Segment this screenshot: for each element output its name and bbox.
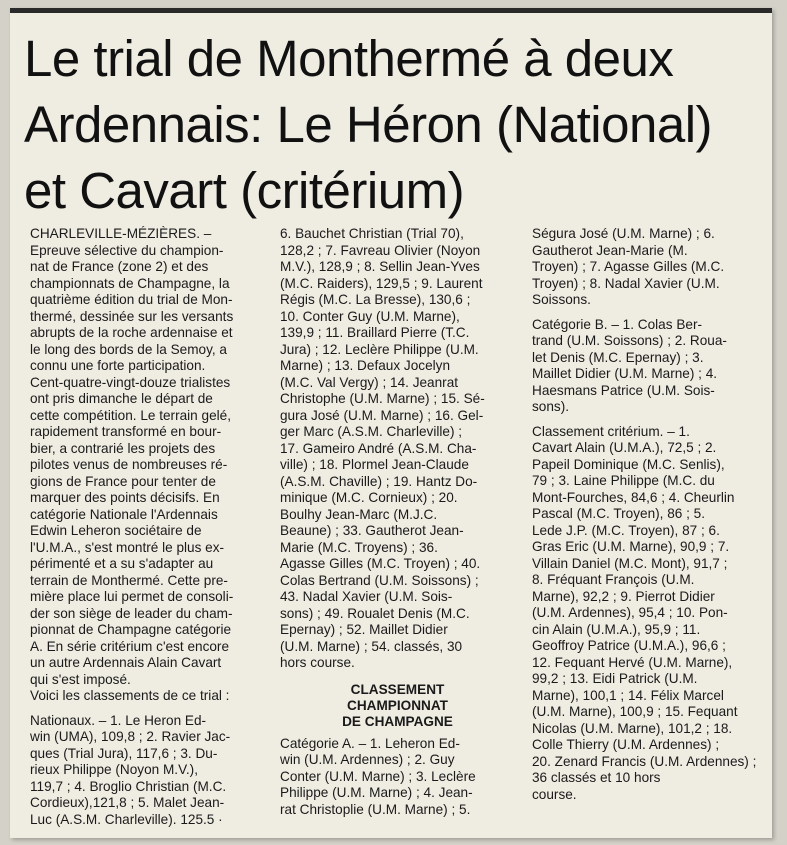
text-line: win (UMA), 109,8 ; 2. Ravier Jac-	[30, 729, 231, 744]
text-line: ques (Trial Jura), 117,6 ; 3. Du-	[30, 745, 218, 761]
text-line: terrain de Monthermé. Cette pre-	[30, 572, 228, 588]
text-line: Lede J.P. (M.C. Troyen), 87 ; 6.	[532, 522, 720, 538]
text-line: l'U.M.A., s'est montré le plus ex-	[30, 539, 225, 555]
text-line: ville) ; 18. Plormel Jean-Claude	[280, 457, 469, 472]
text-line: Marne), 100,1 ; 14. Félix Marcel	[532, 687, 724, 703]
text-line: Edwin Leheron sociétaire de	[30, 523, 202, 538]
text-line: Luc (A.S.M. Charleville). 125.5 ·	[30, 811, 223, 827]
text-line: Villain Daniel (M.C. Mont), 91,7 ;	[532, 555, 728, 571]
text-line: Catégorie B. – 1. Colas Ber-	[532, 316, 703, 332]
section-subhead	[280, 682, 515, 730]
text-line: minique (M.C. Cornieux) ; 20.	[280, 490, 458, 505]
text-line: championnats de Champagne, la	[30, 275, 230, 291]
article-column-2	[280, 226, 515, 818]
text-line: 12. Fequant Hervé (U.M. Marne),	[532, 654, 733, 670]
text-line: Régis (M.C. La Bresse), 130,6 ;	[280, 292, 471, 307]
text-line: bier, a contrarié les projets des	[30, 440, 216, 456]
text-line: catégorie Nationale l'Ardennais	[30, 506, 218, 522]
text-line: 99,2 ; 13. Eidi Patrick (U.M.	[532, 671, 698, 686]
text-line: qui s'est imposé.	[30, 671, 131, 687]
text-line: 119,7 ; 4. Broglio Christian (M.C.	[30, 778, 227, 794]
text-line	[532, 416, 764, 424]
text-line: Geoffroy Patrice (U.M.A.), 96,6 ;	[532, 638, 726, 653]
text-line: Voici les classements de ce trial :	[30, 688, 230, 703]
text-line: Haesmans Patrice (U.M. Sois-	[532, 382, 715, 398]
text-line: Classement critérium. – 1.	[532, 423, 690, 439]
text-line: win (U.M. Ardennes) ; 2. Guy	[280, 752, 455, 767]
text-line: Gautherot Jean-Marie (M.	[532, 242, 688, 258]
text-line: course.	[532, 786, 577, 802]
text-line: 10. Conter Guy (U.M. Marne),	[280, 308, 460, 324]
text-line: rat Christoplie (U.M. Marne) ; 5.	[280, 801, 471, 817]
subhead-line: CHAMPIONNAT	[347, 697, 448, 713]
text-line: Epernay) ; 52. Maillet Didier	[280, 622, 448, 637]
article-column-1	[30, 226, 265, 828]
text-line: 17. Gameiro André (A.S.M. Cha-	[280, 440, 477, 456]
text-line: Gras Eric (U.M. Marne), 90,9 ; 7.	[532, 539, 730, 554]
text-line: 43. Nadal Xavier (U.M. Sois-	[280, 589, 453, 604]
headline-line-1: Le trial de Monthermé à deux	[24, 30, 674, 87]
text-line: 79 ; 3. Laine Philippe (M.C. du	[532, 473, 715, 488]
top-rule	[10, 8, 772, 13]
text-line: M.V.), 128,9 ; 8. Sellin Jean-Yves	[280, 259, 480, 274]
text-line: un autre Ardennais Alain Cavart	[30, 655, 222, 670]
text-line: Colle Thierry (U.M. Ardennes) ;	[532, 737, 720, 752]
text-line: marquer des points décisifs. En	[30, 490, 220, 505]
text-line: Catégorie A. – 1. Leheron Ed-	[280, 735, 460, 751]
text-line: (U.M. Marne) ; 54. classés, 30	[280, 638, 463, 654]
text-line: Jura) ; 12. Leclère Philippe (U.M.	[280, 341, 479, 357]
text-line: Christophe (U.M. Marne) ; 15. Sé-	[280, 391, 485, 406]
subhead-line: DE CHAMPAGNE	[342, 713, 453, 729]
text-line: (U.M. Ardennes), 95,4 ; 10. Pon-	[532, 605, 728, 620]
text-line: (U.M. Marne), 100,9 ; 15. Fequant	[532, 704, 738, 719]
text-line: Cent-quatre-vingt-douze trialistes	[30, 374, 231, 390]
text-line: le long des bords de la Semoy, a	[30, 341, 227, 357]
text-line: A. En série critérium c'est encore	[30, 638, 230, 654]
text-line: CHARLEVILLE-MÉZIÈRES. –	[30, 226, 212, 241]
text-line: Ségura José (U.M. Marne) ; 6.	[532, 226, 715, 241]
text-line: (M.C. Val Vergy) ; 14. Jeanrat	[280, 374, 459, 390]
text-line: gions de France pour tenter de	[30, 473, 216, 489]
text-line: pionnat de Champagne catégorie	[30, 622, 232, 637]
text-line: 139,9 ; 11. Braillard Pierre (T.C.	[280, 325, 470, 340]
article-column-3	[532, 226, 764, 803]
text-line: Cavart Alain (U.M.A.), 72,5 ; 2.	[532, 440, 717, 455]
text-line: Cordieux),121,8 ; 5. Malet Jean-	[30, 795, 225, 810]
text-line: gura José (U.M. Marne) ; 16. Gel-	[280, 407, 484, 423]
text-line: Papeil Dominique (M.C. Senlis),	[532, 456, 725, 472]
text-line: ont pris dimanche le départ de	[30, 391, 213, 406]
text-line: (M.C. Raiders), 129,5 ; 9. Laurent	[280, 275, 483, 291]
text-line: Soissons.	[532, 292, 591, 307]
text-line: quatrième édition du trial de Mon-	[30, 292, 233, 307]
text-line: Troyen) ; 8. Nadal Xavier (U.M.	[532, 275, 720, 291]
text-line: Mont-Fourches, 84,6 ; 4. Cheurlin	[532, 489, 735, 505]
text-line: rieux Philippe (Noyon M.V.),	[30, 762, 198, 777]
text-line: Maillet Didier (U.M. Marne) ; 4.	[532, 366, 718, 381]
text-line: 20. Zenard Francis (U.M. Ardennes) ; 36 classés et 10 hors	[532, 753, 757, 785]
text-line: Agasse Gilles (M.C. Troyen) ; 40.	[280, 556, 481, 571]
headline-line-2: Ardennais: Le Héron (National)	[24, 96, 713, 153]
text-line: cin Alain (U.M.A.), 95,9 ; 11.	[532, 621, 701, 637]
text-line: thermé, dessinée sur les versants	[30, 308, 234, 324]
text-line: 8. Fréquant François (U.M.	[532, 572, 695, 587]
text-line: mière place lui permet de consoli-	[30, 589, 234, 604]
text-line: 128,2 ; 7. Favreau Olivier (Noyon	[280, 242, 481, 258]
text-line: Nicolas (U.M. Marne), 101,2 ; 18.	[532, 720, 733, 736]
text-line: Conter (U.M. Marne) ; 3. Leclère	[280, 768, 476, 784]
text-line: Nationaux. – 1. Le Heron Ed-	[30, 712, 207, 728]
text-line: (A.S.M. Chaville) ; 19. Hantz Do-	[280, 473, 478, 489]
text-line: abrupts de la roche ardennaise et	[30, 325, 233, 340]
headline-line-3: et Cavart (critérium)	[24, 162, 465, 219]
text-line: Marne), 92,2 ; 9. Pierrot Didier	[532, 588, 715, 604]
text-line: Epreuve sélective du champion-	[30, 242, 224, 258]
text-line: Marie (M.C. Troyens) ; 36.	[280, 539, 438, 555]
text-line: Beaune) ; 33. Gautherot Jean-	[280, 523, 464, 538]
text-line: sons) ; 49. Roualet Denis (M.C.	[280, 605, 470, 621]
newspaper-clipping	[10, 8, 772, 838]
text-line: Marne) ; 13. Defaux Jocelyn	[280, 358, 451, 373]
text-line: 6. Bauchet Christian (Trial 70),	[280, 226, 464, 241]
text-line: cette compétition. Le terrain gelé,	[30, 407, 231, 423]
text-line: trand (U.M. Soissons) ; 2. Roua-	[532, 333, 727, 348]
text-line: der son siège de leader du cham-	[30, 605, 233, 621]
text-line: nat de France (zone 2) et des	[30, 259, 209, 274]
text-line: Colas Bertrand (U.M. Soissons) ;	[280, 572, 479, 588]
text-line: Philippe (U.M. Marne) ; 4. Jean-	[280, 785, 473, 800]
text-line: Troyen) ; 7. Agasse Gilles (M.C.	[532, 259, 725, 274]
text-line: connu une forte participation.	[30, 358, 206, 373]
text-line: pilotes venus de nombreuses ré-	[30, 457, 228, 472]
text-line: Pascal (M.C. Troyen), 86 ; 5.	[532, 506, 706, 521]
text-line: ger Marc (A.S.M. Charleville) ;	[280, 424, 463, 439]
subhead-line: CLASSEMENT	[350, 681, 445, 697]
text-line	[532, 309, 764, 317]
text-line: Boulhy Jean-Marc (M.J.C.	[280, 506, 438, 522]
text-line: hors course.	[280, 655, 355, 670]
text-line: let Denis (M.C. Epernay) ; 3.	[532, 349, 704, 365]
text-line: périmenté et a su s'adapter au	[30, 556, 214, 571]
text-line: rapidement transformé en bour-	[30, 424, 222, 439]
text-line: sons).	[532, 399, 570, 414]
headline	[24, 26, 764, 224]
text-line	[30, 705, 265, 713]
